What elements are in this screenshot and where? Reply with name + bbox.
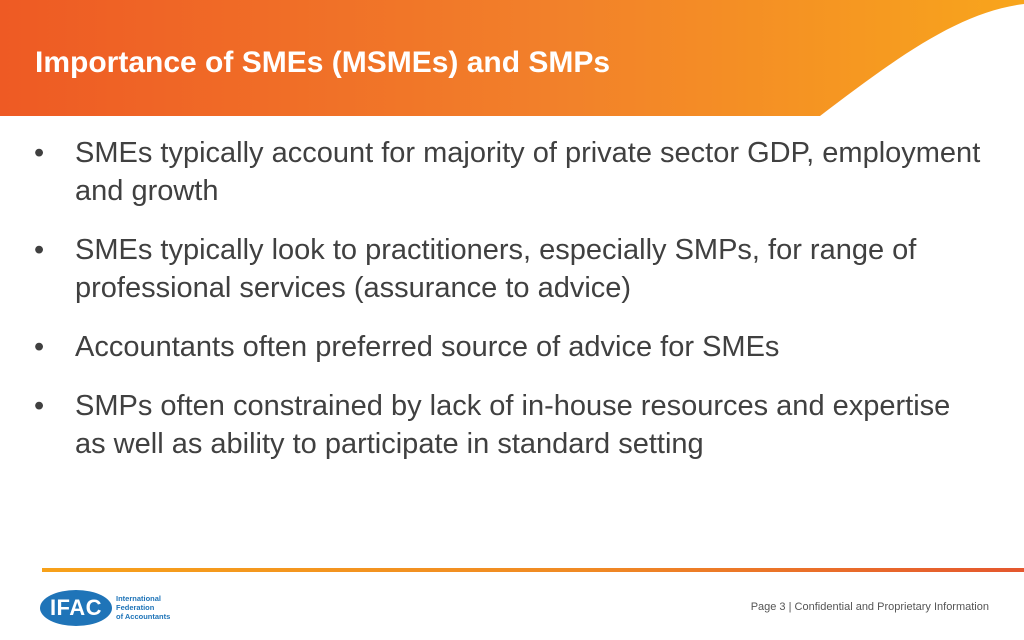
ifac-logo: [40, 588, 170, 628]
bullet-item: [34, 328, 984, 366]
ifac-logo-wordmark: [116, 594, 170, 621]
bullet-text: SMEs typically account for majority of private sector GDP, employment and growth: [75, 137, 981, 207]
bullet-item: [34, 134, 984, 210]
page-number: Page 3: [750, 601, 786, 613]
footer-divider: [42, 568, 1024, 572]
bullet-item: [34, 231, 984, 307]
ifac-logo-mark: IFAC: [40, 590, 112, 626]
logo-line: International: [116, 594, 162, 603]
bullet-text: Accountants often preferred source of advice for SMEs: [75, 331, 780, 363]
bullet-marker: •: [34, 390, 45, 422]
confidential-notice: Confidential and Proprietary Information: [794, 601, 989, 613]
footer-separator: |: [788, 601, 792, 613]
logo-line: of Accountants: [116, 612, 171, 621]
bullet-text: SMEs typically look to practitioners, especially SMPs, for range of professional services (assurance to advice): [75, 234, 917, 304]
page-title: Importance of SMEs (MSMEs) and SMPs: [35, 46, 611, 79]
bullet-list: [34, 134, 984, 484]
footer-page-info: [751, 601, 989, 613]
bullet-marker: •: [34, 331, 45, 363]
bullet-marker: •: [34, 137, 45, 169]
bullet-marker: •: [34, 234, 45, 266]
bullet-item: [34, 387, 984, 463]
logo-line: Federation: [116, 603, 155, 612]
bullet-text: SMPs often constrained by lack of in-house resources and expertise as well as ability to participate in standard setting: [75, 390, 951, 460]
